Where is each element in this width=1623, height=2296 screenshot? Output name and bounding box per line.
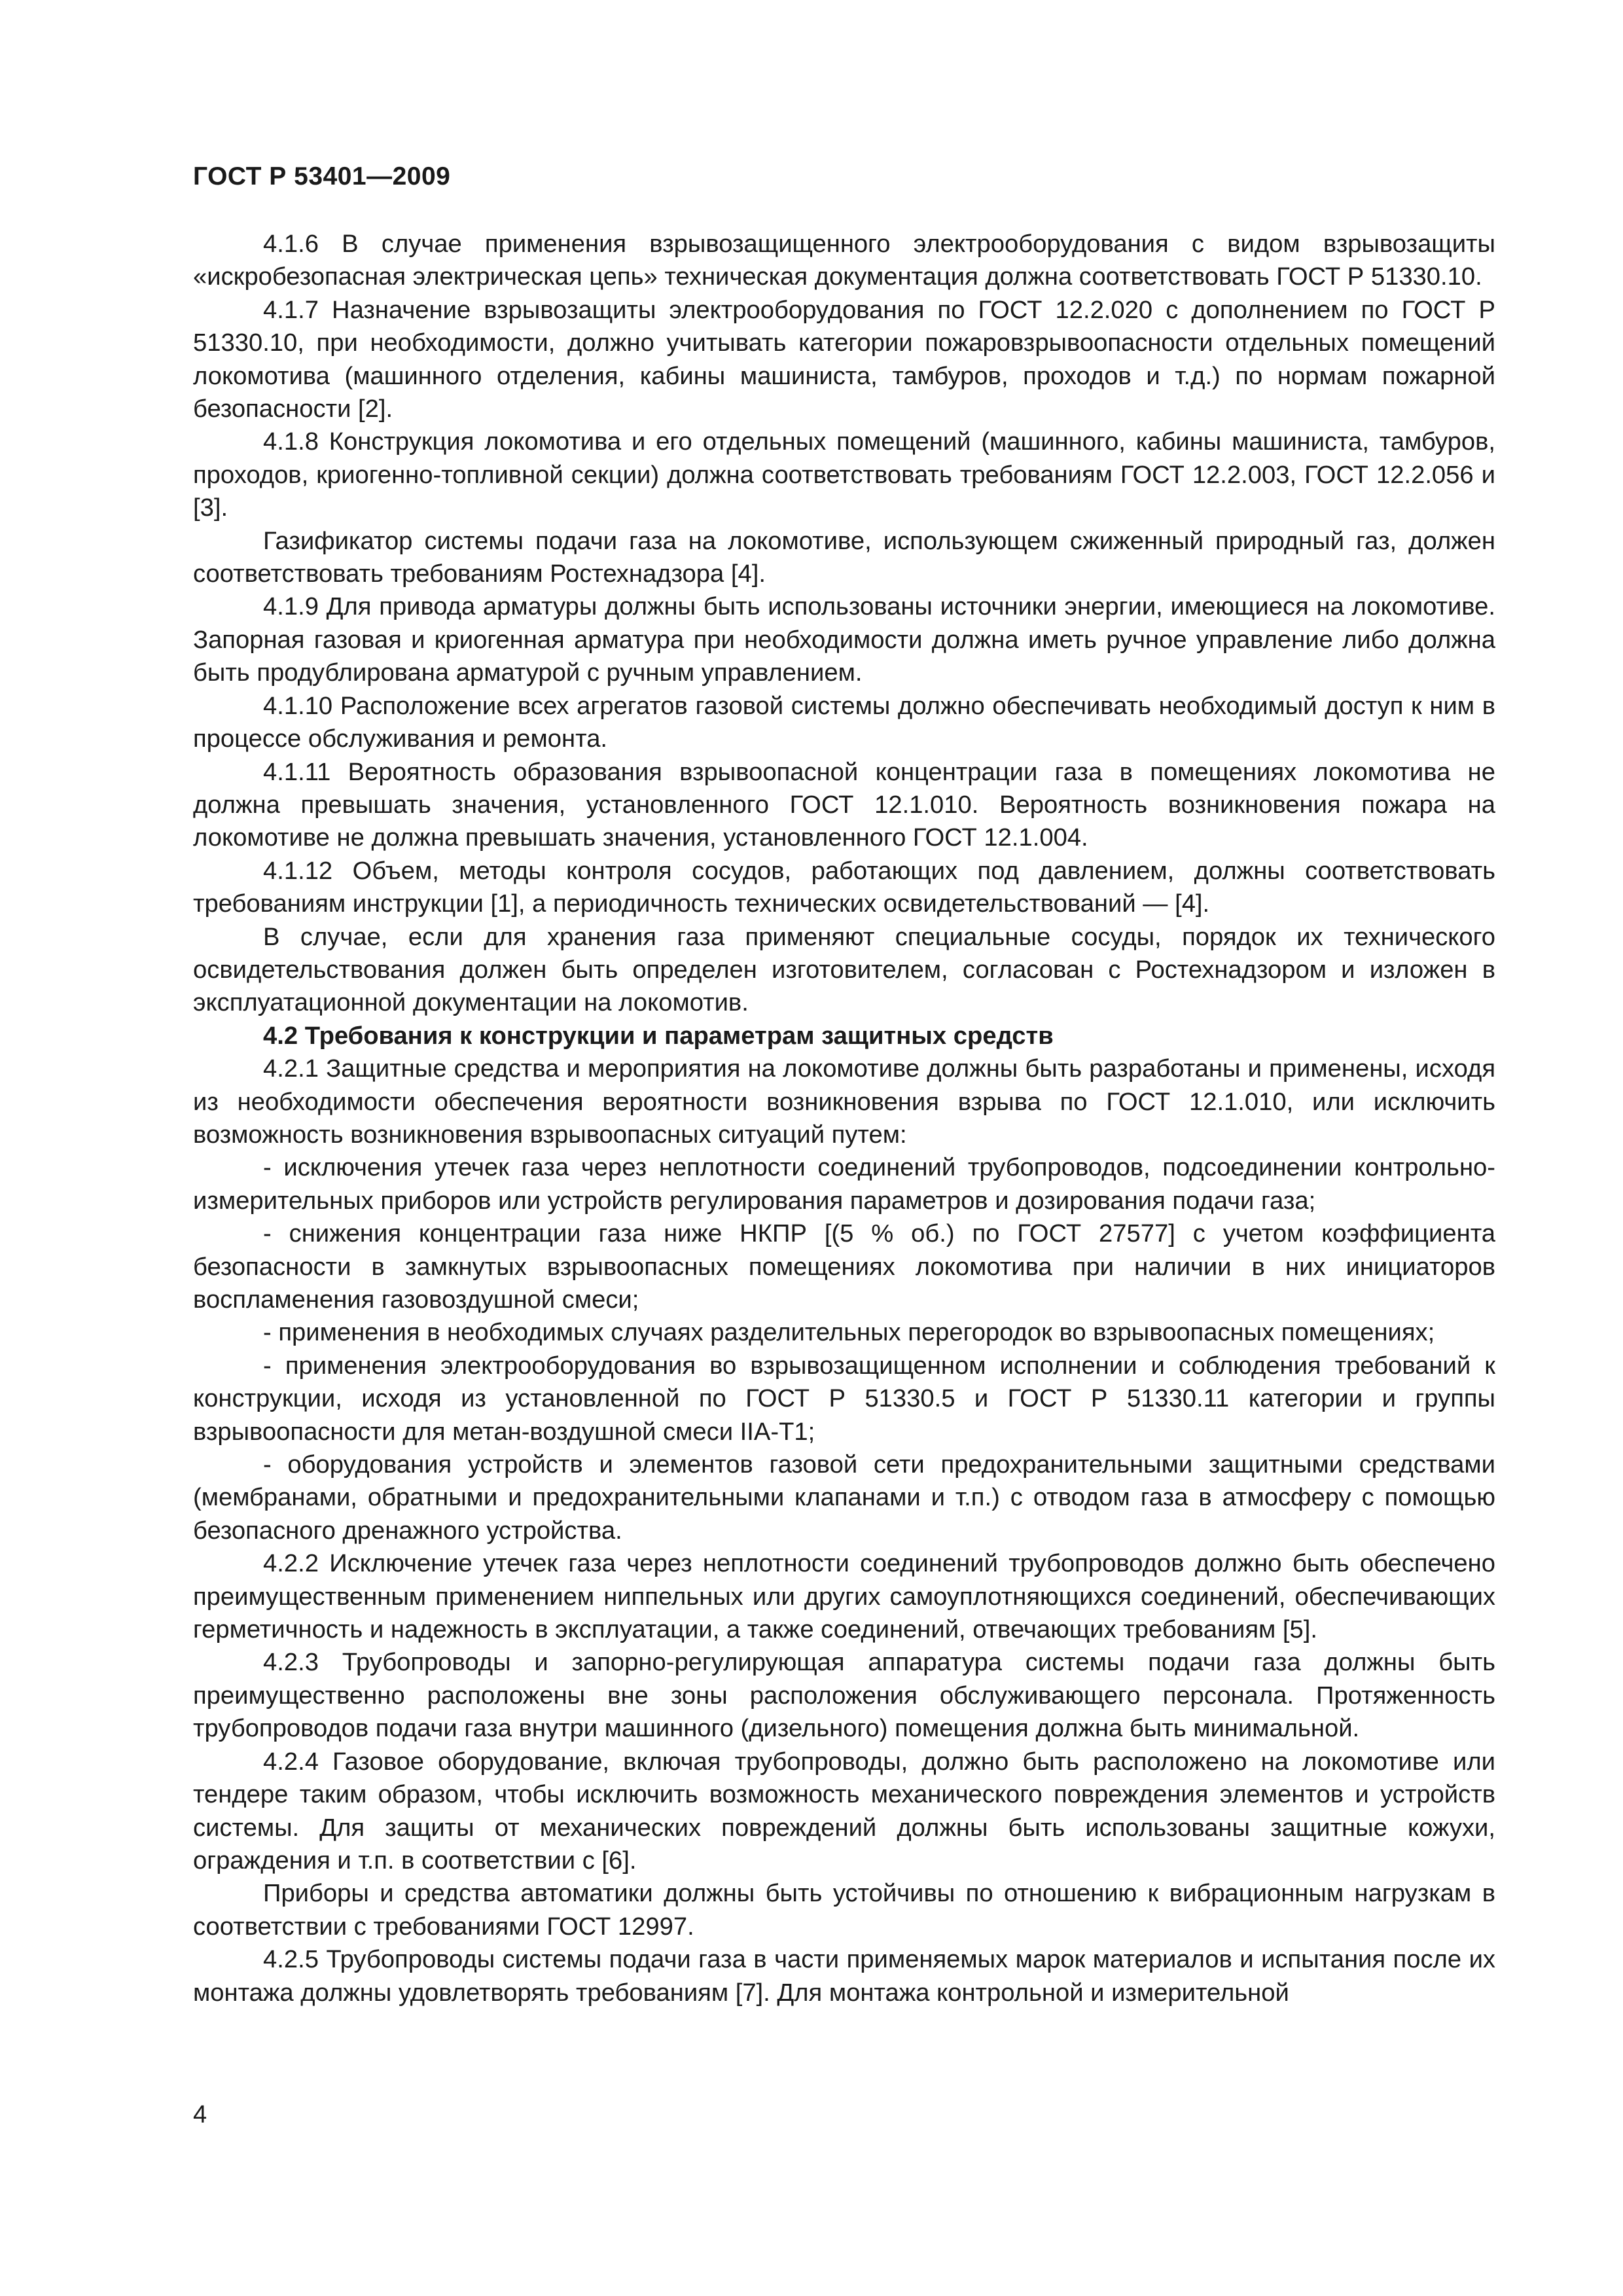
list-item: - снижения концентрации газа ниже НКПР [(5 % об.) по ГОСТ 27577] с учетом коэффициента безопасности в замкнутых взрывоопасных помещениях локомотива при наличии в них инициаторов воспламенения газовоздушной смеси; [193, 1219, 1495, 1314]
paragraph-automation: Приборы и средства автоматики должны быть устойчивы по отношению к вибрационным нагрузкам в соответствии с требованиями ГОСТ 12997. [193, 1879, 1495, 1941]
paragraph-special-vessels: В случае, если для хранения газа применяют специальные сосуды, порядок их технического освидетельствования должен быть определен изготовителем, согласован с Ростехнадзором и изложен в эксплуатационной документации на локомотив. [193, 922, 1495, 1017]
page-number: 4 [193, 2101, 207, 2128]
clause-4-1-10: 4.1.10 Расположение всех агрегатов газовой системы должно обеспечивать необходимый доступ к ним в процессе обслуживания и ремонта. [193, 691, 1495, 753]
paragraph-gasifier: Газификатор системы подачи газа на локомотиве, использующем сжиженный природный газ, должен соответствовать требованиям Ростехнадзора [4]. [193, 526, 1495, 588]
list-item: - оборудования устройств и элементов газовой сети предохранительными защитными средствами (мембранами, обратными и предохранительными клапанами и т.п.) с отводом газа в атмосферу с помощью безопасного дренажного устройства. [193, 1450, 1495, 1545]
list-item: - применения в необходимых случаях разделительных перегородок во взрывоопасных помещениях; [263, 1318, 1435, 1347]
document-page [193, 0, 1495, 2296]
clause-4-2-4: 4.2.4 Газовое оборудование, включая трубопроводы, должно быть расположено на локомотиве или тендере таким образом, чтобы исключить возможность механического повреждения элементов и устройств системы. Для защиты от механических повреждений должны быть использованы защитные кожухи, ограждения и т.п. в соответствии с [6]. [193, 1747, 1495, 1874]
list-item: - применения электрооборудования во взрывозащищенном исполнении и соблюдения требований к конструкции, исходя из установленной по ГОСТ Р 51330.5 и ГОСТ Р 51330.11 категории и группы взрывоопасности для метан-воздушной смеси IIA-T1; [193, 1351, 1495, 1446]
clause-4-1-6: 4.1.6 В случае применения взрывозащищенного электрооборудования с видом взрывозащиты «искробезопасная электрическая цепь» техническая документация должна соответствовать ГОСТ Р 51330.10. [193, 230, 1495, 291]
clause-4-2-2: 4.2.2 Исключение утечек газа через неплотности соединений трубопроводов должно быть обеспечено преимущественным применением ниппельных или других самоуплотняющихся соединений, обеспечивающих герметичность и надежность в эксплуатации, а также соединений, отвечающих требованиям [5]. [193, 1549, 1495, 1644]
list-item: - исключения утечек газа через неплотности соединений трубопроводов, подсоединении контрольно-измерительных приборов или устройств регулирования параметров и дозирования подачи газа; [193, 1153, 1495, 1215]
clause-4-1-8: 4.1.8 Конструкция локомотива и его отдельных помещений (машинного, кабины машиниста, тамбуров, проходов, криогенно-топливной секции) должна соответствовать требованиям ГОСТ 12.2.003, ГОСТ 12.2.056 и [3]. [193, 427, 1495, 522]
section-title-4-2: 4.2 Требования к конструкции и параметрам защитных средств [263, 1021, 1054, 1050]
standard-header: ГОСТ Р 53401—2009 [193, 162, 451, 190]
document-body [193, 228, 1495, 2009]
clause-4-2-1: 4.2.1 Защитные средства и мероприятия на локомотиве должны быть разработаны и применены, исходя из необходимости обеспечения вероятности возникновения взрыва по ГОСТ 12.1.010, или исключить возможность возникновения взрывоопасных ситуаций путем: [193, 1054, 1495, 1149]
clause-4-1-7: 4.1.7 Назначение взрывозащиты электрооборудования по ГОСТ 12.2.020 с дополнением по ГОСТ Р 51330.10, при необходимости, должно учитывать категории пожаровзрывоопасности отдельных помещений локомотива (машинного отделения, кабины машиниста, тамбуров, проходов и т.д.) по нормам пожарной безопасности [2]. [193, 295, 1495, 423]
clause-4-2-3: 4.2.3 Трубопроводы и запорно-регулирующая аппаратура системы подачи газа должны быть преимущественно расположены вне зоны расположения обслуживающего персонала. Протяженность трубопроводов подачи газа внутри машинного (дизельного) помещения должна быть минимальной. [193, 1648, 1495, 1743]
clause-4-2-5: 4.2.5 Трубопроводы системы подачи газа в части применяемых марок материалов и испытания после их монтажа должны удовлетворять требованиям [7]. Для монтажа контрольной и измерительной [193, 1945, 1495, 2007]
clause-4-1-9: 4.1.9 Для привода арматуры должны быть использованы источники энергии, имеющиеся на локомотиве. Запорная газовая и криогенная арматура при необходимости должна иметь ручное управление либо должна быть продублирована арматурой с ручным управлением. [193, 592, 1495, 687]
clause-4-1-12: 4.1.12 Объем, методы контроля сосудов, работающих под давлением, должны соответствовать требованиям инструкции [1], а периодичность технических освидетельствований — [4]. [193, 856, 1495, 918]
clause-4-1-11: 4.1.11 Вероятность образования взрывоопасной концентрации газа в помещениях локомотива не должна превышать значения, установленного ГОСТ 12.1.010. Вероятность возникновения пожара на локомотиве не должна превышать значения, установленного ГОСТ 12.1.004. [193, 757, 1495, 852]
